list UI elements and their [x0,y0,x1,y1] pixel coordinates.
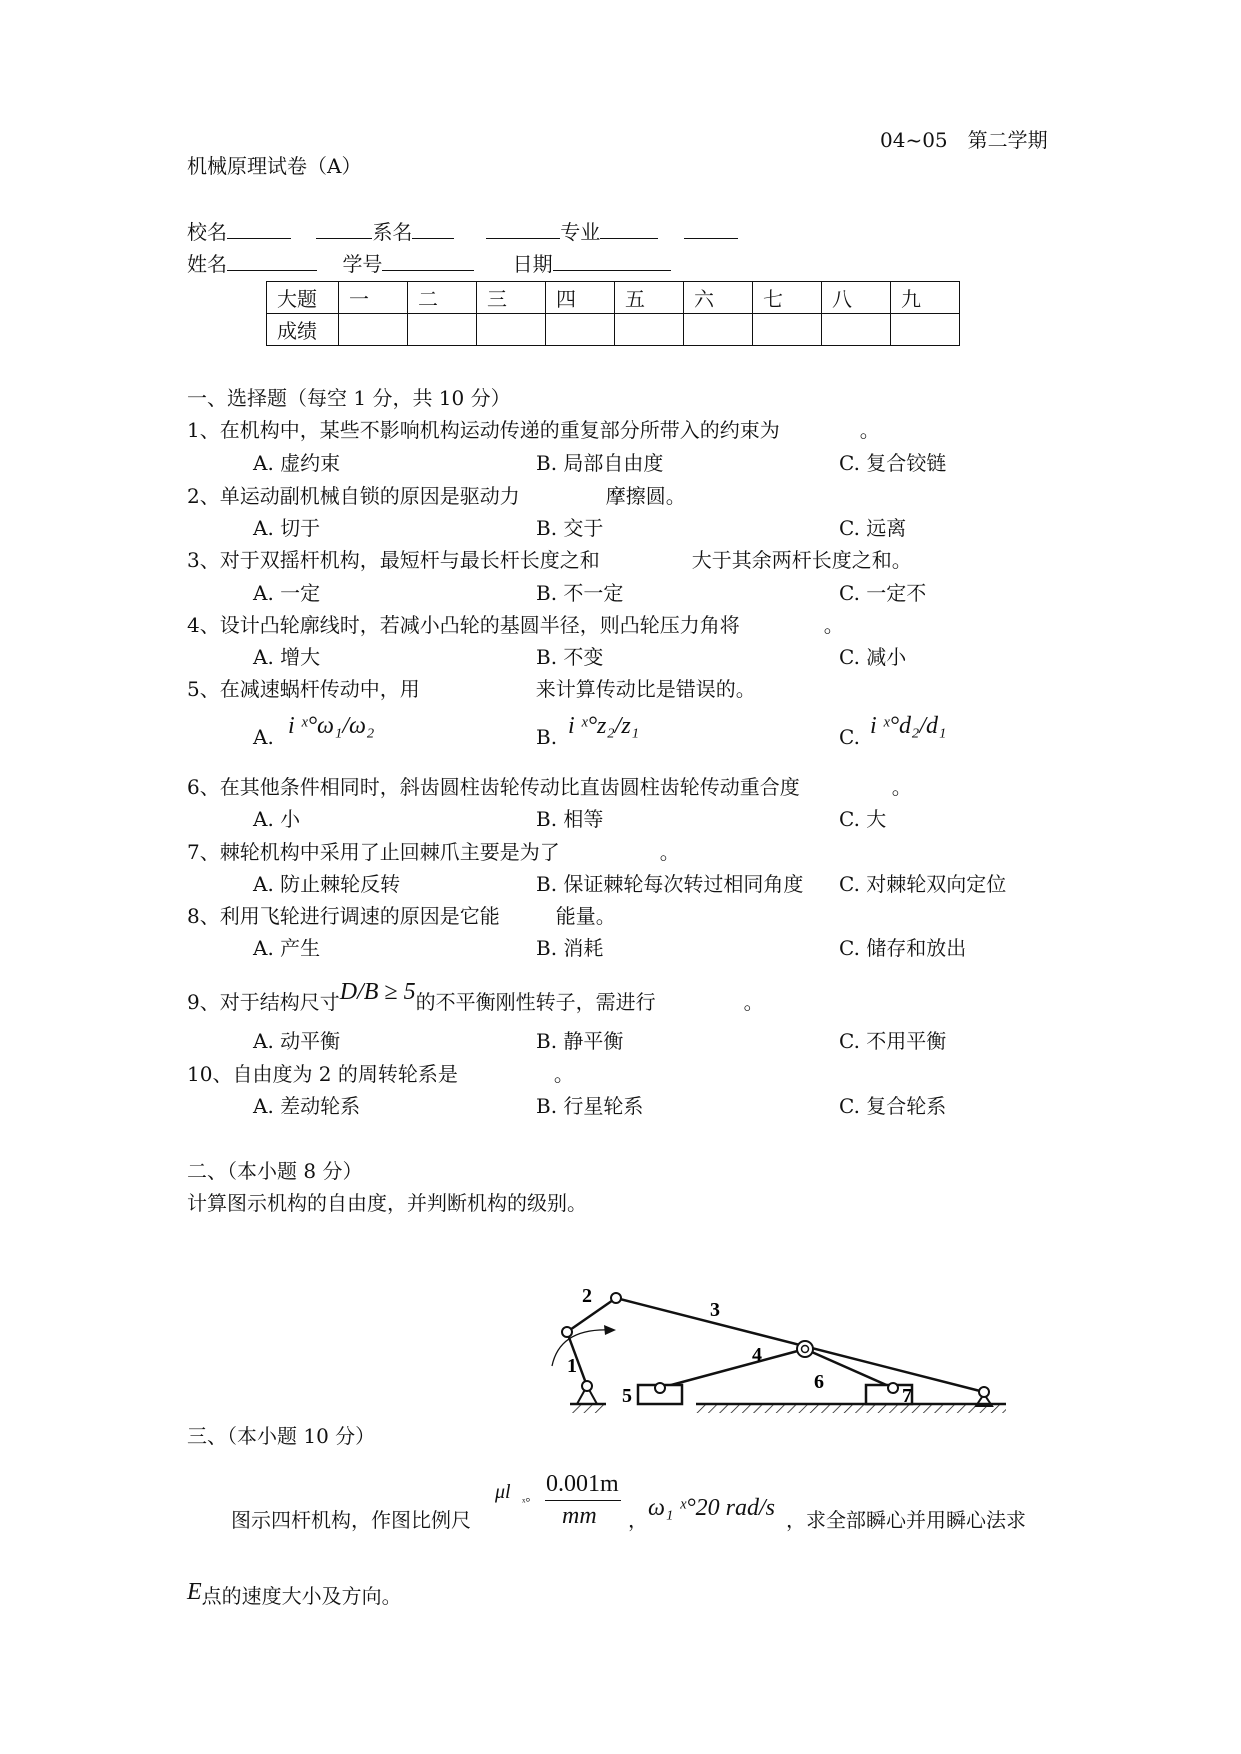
mu-symbol: μl [495,1481,511,1503]
exam-title: 机械原理试卷（A） [187,154,362,178]
score-header-row [267,282,960,314]
question-text: 6、在其他条件相同时，斜齿圆柱齿轮传动比直齿圆柱齿轮传动重合度 [187,775,800,799]
score-header-cell: 八 [822,282,891,314]
info-row-1 [187,220,738,244]
score-cell[interactable] [477,314,546,346]
joint [655,1383,665,1393]
question-8 [187,904,616,928]
question-text: 10、自由度为 2 的周转轮系是 [187,1062,458,1086]
question-10 [187,1062,574,1086]
question-tail: 。 [659,840,680,864]
question-tail: 。 [743,990,764,1014]
figure-label-2: 2 [582,1288,592,1307]
question-tail: 能量。 [555,904,616,928]
score-header-cell: 九 [891,282,960,314]
option-b[interactable]: B. 局部自由度 [536,451,664,475]
option-c[interactable]: C. 复合铰链 [839,451,947,475]
name-label: 姓名 [187,252,227,276]
score-header-cell: 六 [684,282,753,314]
option-a[interactable]: A. 差动轮系 [253,1094,361,1118]
question-5 [187,677,756,701]
question-tail: 。 [859,418,880,442]
score-cell[interactable] [753,314,822,346]
score-header-cell: 二 [408,282,477,314]
link-4 [660,1349,805,1388]
question-tail: 来计算传动比是错误的。 [535,677,756,701]
school-label: 校名 [187,220,227,244]
question-2 [187,484,686,508]
dept-field-2[interactable] [486,220,560,239]
formula-b: i ˣ°z₂/z₁ [568,713,640,739]
option-b[interactable]: B. 不变 [536,645,604,669]
score-header-cell: 一 [339,282,408,314]
option-b[interactable]: B. 保证棘轮每次转过相同角度 [536,872,804,896]
option-label: A. [253,725,274,749]
question-7 [187,840,680,864]
question-tail: 大于其余两杆长度之和。 [691,548,912,572]
score-cell[interactable] [339,314,408,346]
question-tail: 摩擦圆。 [605,484,686,508]
name-field[interactable] [227,252,317,271]
joint [888,1383,898,1393]
school-field-2[interactable] [316,220,372,239]
question-text: 8、利用飞轮进行调速的原因是它能 [187,904,500,928]
figure-label-4: 4 [752,1344,762,1366]
option-c[interactable]: C. 不用平衡 [839,1029,947,1053]
question-1 [187,418,880,442]
mechanism-diagram [550,1288,1020,1438]
joint [562,1327,572,1337]
section3-text-3-body: 点的速度大小及方向。 [201,1584,402,1608]
figure-label-7: 7 [902,1385,912,1407]
option-c[interactable]: C. 大 [839,807,887,831]
score-header-cell: 三 [477,282,546,314]
date-field[interactable] [553,252,671,271]
joint [611,1293,621,1303]
joint [979,1387,989,1397]
score-cell[interactable] [891,314,960,346]
ground-line [696,1404,1006,1413]
option-c[interactable]: C. 对棘轮双向定位 [839,872,1007,896]
option-c[interactable]: C. 减小 [839,645,907,669]
question-3 [187,548,912,572]
question-text: 9、对于结构尺寸 [187,990,340,1014]
id-field[interactable] [382,252,474,271]
score-cell[interactable] [615,314,684,346]
option-b[interactable]: B. 不一定 [536,581,624,605]
section2-title: 二、（本小题 8 分） [187,1159,363,1183]
question-text-mid: 的不平衡刚性转子，需进行 [415,990,656,1014]
figure-label-5: 5 [622,1385,632,1407]
option-a[interactable] [253,725,274,749]
date-label: 日期 [512,252,553,276]
major-label: 专业 [560,220,601,244]
school-field[interactable] [227,220,291,239]
option-a[interactable]: A. 虚约束 [253,451,341,475]
option-b[interactable] [536,725,557,749]
option-c[interactable]: C. 远离 [839,516,907,540]
option-b[interactable]: B. 交于 [536,516,604,540]
score-row-label: 成绩 [267,314,339,346]
joint [582,1381,592,1391]
id-label: 学号 [342,252,383,276]
question-tail: 。 [823,613,844,637]
info-row-2 [187,252,671,276]
question-text: 3、对于双摇杆机构，最短杆与最长杆长度之和 [187,548,600,572]
option-c[interactable]: C. 复合轮系 [839,1094,947,1118]
option-b[interactable]: B. 行星轮系 [536,1094,644,1118]
score-cell[interactable] [408,314,477,346]
option-label: C. [839,725,860,749]
option-a[interactable]: A. 一定 [253,581,321,605]
score-header-cell: 五 [615,282,684,314]
option-b[interactable]: B. 相等 [536,807,604,831]
dept-label: 系名 [372,220,413,244]
option-a[interactable]: A. 防止棘轮反转 [253,872,401,896]
score-table [266,281,960,346]
dept-field[interactable] [412,220,454,239]
option-c[interactable]: C. 储存和放出 [839,936,967,960]
comma: ， [628,1508,648,1532]
question-text: 7、棘轮机构中采用了止回棘爪主要是为了 [187,840,560,864]
score-header-cell: 七 [753,282,822,314]
option-a[interactable]: A. 小 [253,807,301,831]
var-e: E [187,1579,202,1605]
rotation-arrowhead [604,1325,616,1335]
section2-text: 计算图示机构的自由度，并判断机构的级别。 [187,1191,587,1215]
option-c[interactable] [839,725,860,749]
question-text: 4、设计凸轮廓线时，若减小凸轮的基圆半径，则凸轮压力角将 [187,613,740,637]
option-label: B. [536,725,558,749]
figure-label-1: 1 [567,1355,577,1377]
score-header-cell: 大题 [267,282,339,314]
question-6 [187,775,912,799]
section3-title: 三、（本小题 10 分） [187,1424,376,1448]
option-a[interactable]: A. 产生 [253,936,321,960]
question-9 [187,979,764,1014]
section3-text-3 [187,1579,402,1608]
mu-mark: ˣ° [522,1495,531,1509]
formula-a: i ˣ°ω₁/ω₂ [288,713,375,739]
section1-title: 一、选择题（每空 1 分，共 10 分） [187,386,511,410]
omega-expression: ω₁ ˣ°20 rad/s [648,1495,776,1521]
score-header-cell: 四 [546,282,615,314]
rotation-arrow [552,1330,610,1366]
major-field[interactable] [600,220,658,239]
option-a[interactable]: A. 切于 [253,516,321,540]
major-field-2[interactable] [684,220,738,239]
question-text: 5、在减速蜗杆传动中，用 [187,677,420,701]
question-tail: 。 [891,775,912,799]
question-4 [187,613,844,637]
fraction-bar [545,1500,621,1501]
question-text: 2、单运动副机械自锁的原因是驱动力 [187,484,520,508]
figure-label-3: 3 [710,1299,720,1321]
score-cell[interactable] [684,314,753,346]
score-cell[interactable] [822,314,891,346]
joint [802,1346,809,1353]
option-b[interactable]: B. 静平衡 [536,1029,624,1053]
fraction-denominator: mm [562,1503,597,1529]
score-cell[interactable] [546,314,615,346]
figure-label-6: 6 [814,1371,824,1393]
section3-text-2: ，求全部瞬心并用瞬心法求 [786,1508,1026,1532]
option-c[interactable]: C. 一定不 [839,581,927,605]
option-a[interactable]: A. 增大 [253,645,321,669]
formula-db: D/B ≥ 5 [339,979,416,1005]
question-text: 1、在机构中，某些不影响机构运动传递的重复部分所带入的约束为 [187,418,780,442]
option-b[interactable]: B. 消耗 [536,936,604,960]
option-a[interactable]: A. 动平衡 [253,1029,341,1053]
section3-text-1: 图示四杆机构，作图比例尺 [231,1508,471,1532]
fraction-numerator: 0.001m [546,1471,619,1497]
formula-c: i ˣ°d₂/d₁ [870,713,947,739]
score-value-row [267,314,960,346]
term-label: 04~05 第二学期 [880,128,1048,152]
question-tail: 。 [553,1062,574,1086]
